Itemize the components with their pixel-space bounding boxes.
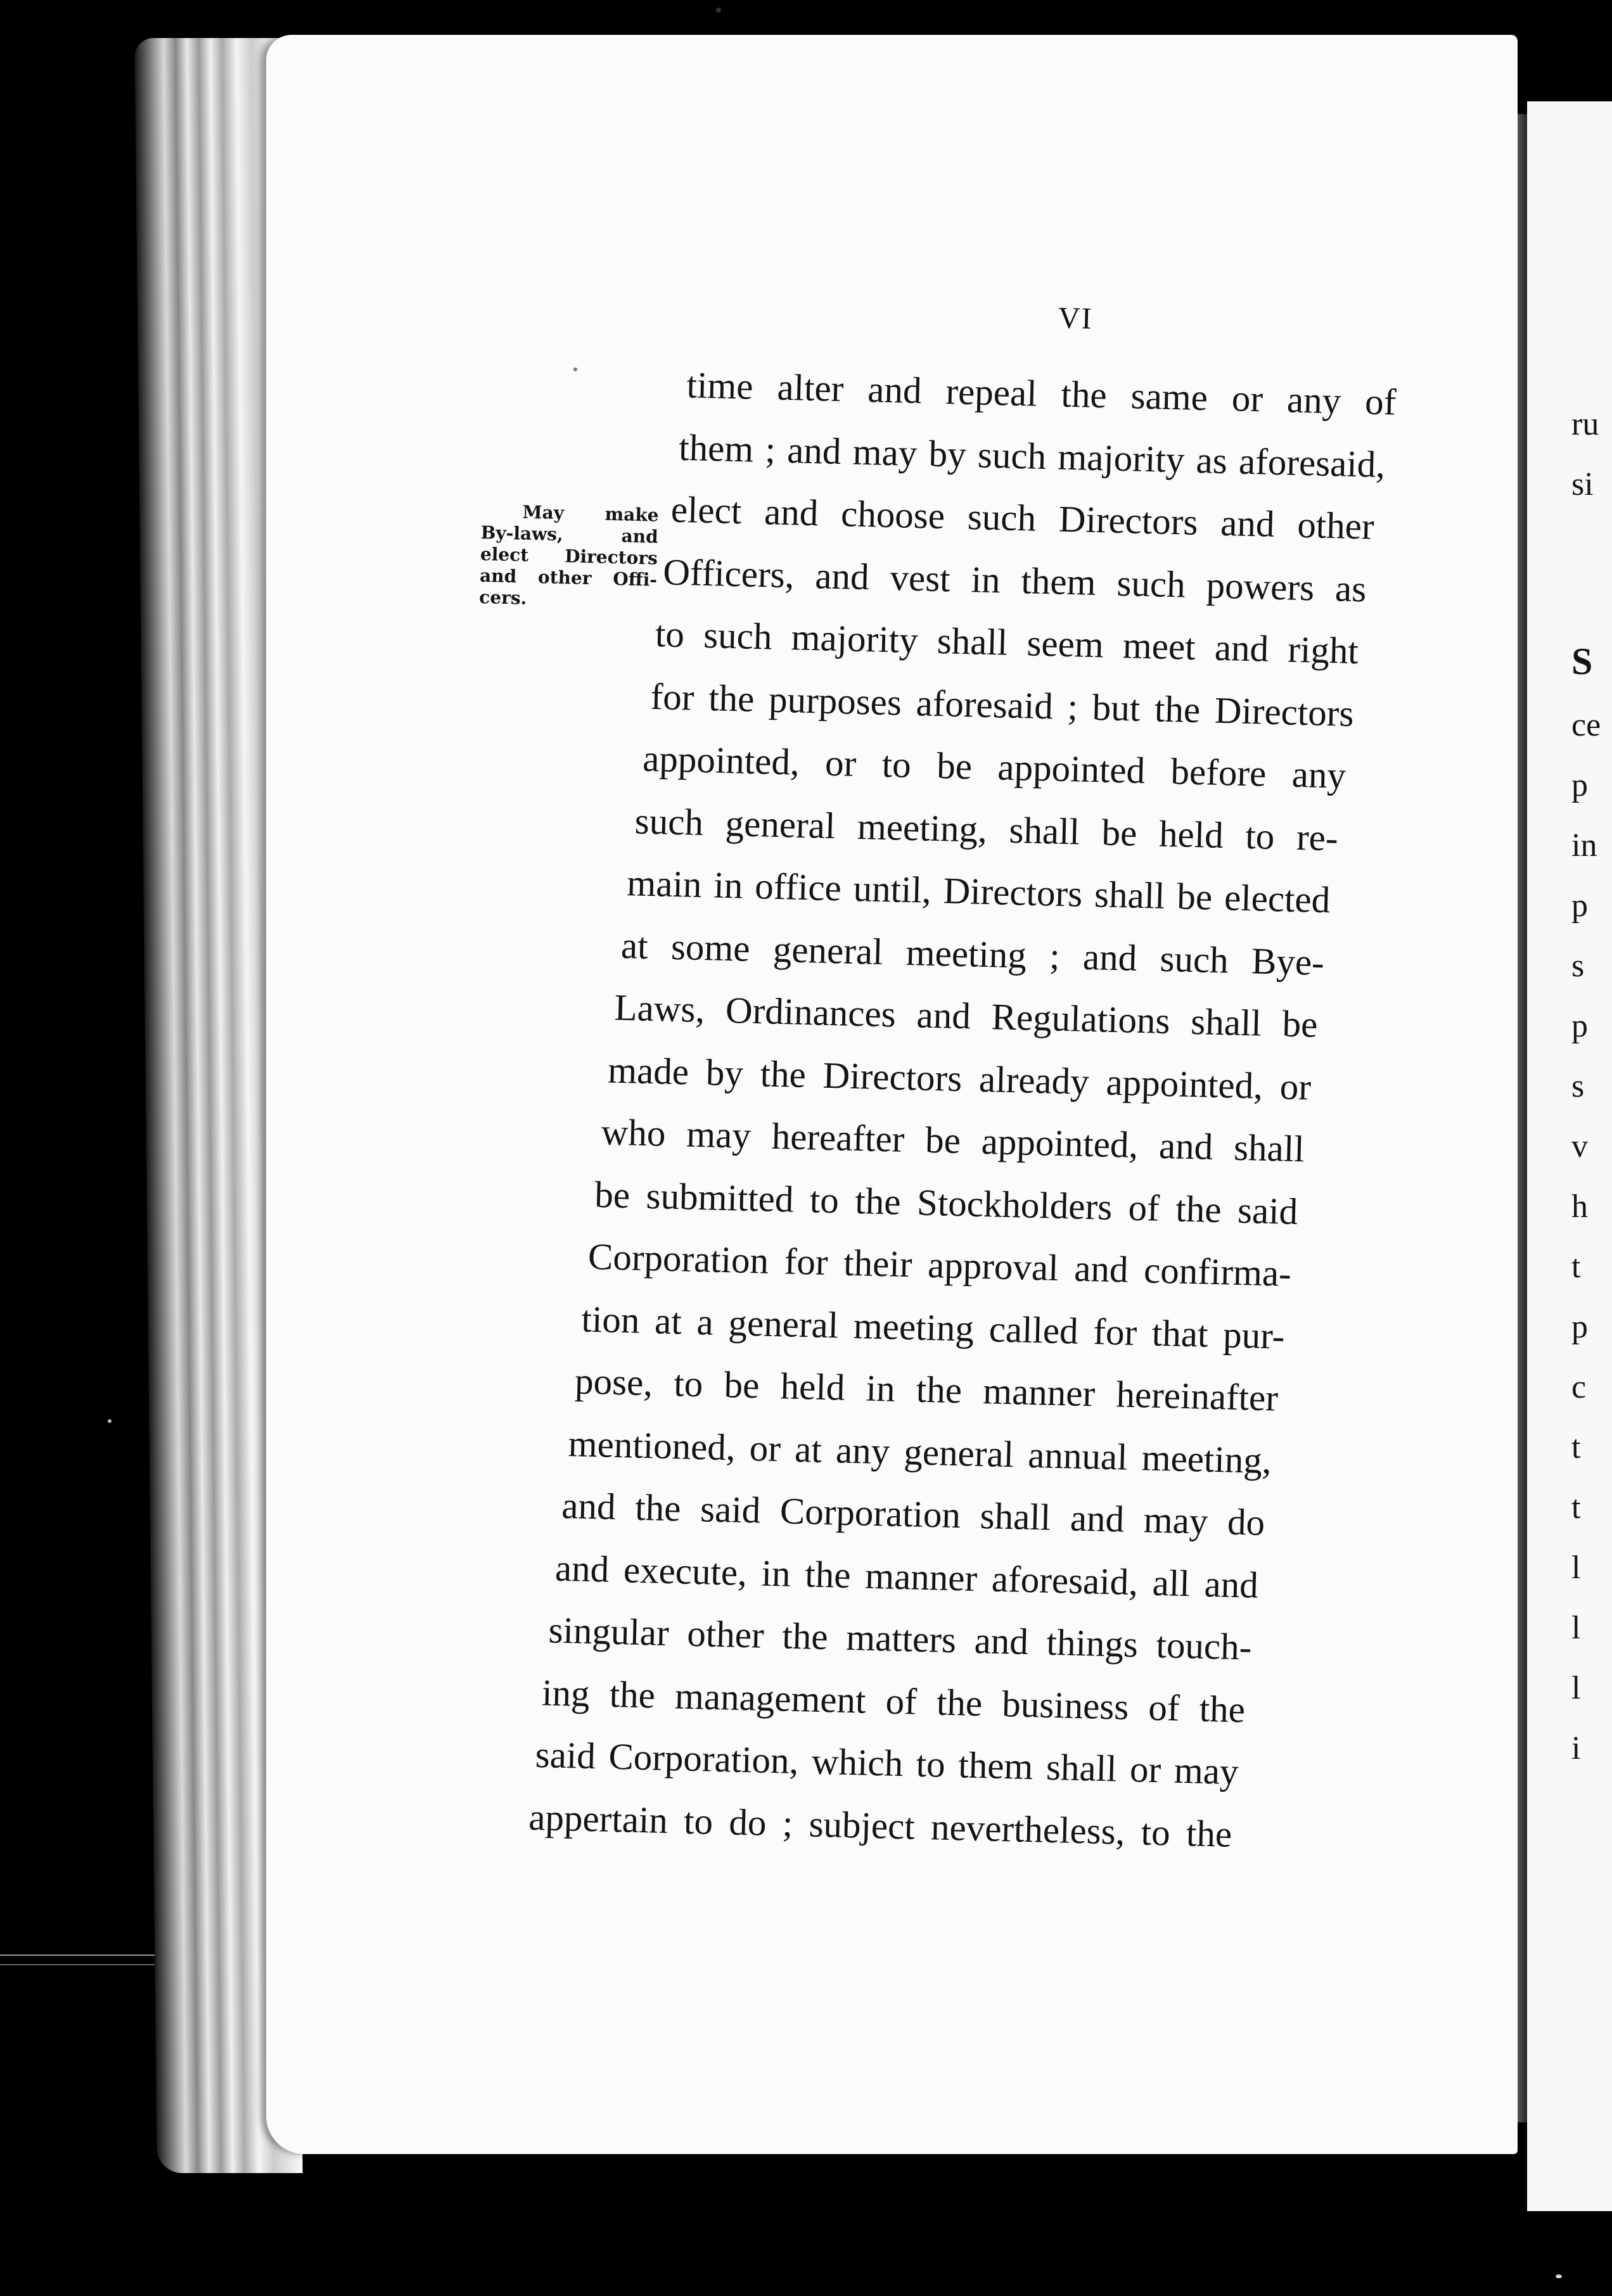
text-line: appertain to do ; subject nevertheless, to the [528,1795,1232,1855]
text-line: tion at a general meeting called for that pur- [580,1298,1286,1357]
facing-fragment: p [1571,1008,1588,1044]
text-line: to such majority shall seem meet and right [655,613,1359,672]
facing-fragment: l [1571,1610,1581,1646]
margin-note-line: cers. [478,586,527,609]
margin-note-line: and other Offi- [479,564,658,590]
facing-fragment: p [1571,767,1588,803]
facing-fragment: in [1571,827,1597,864]
facing-fragment: t [1571,1429,1581,1465]
text-line: who may hereafter be appointed, and shall [601,1111,1305,1170]
text-line: and the said Corporation shall and may do [561,1484,1265,1543]
text-line: ing the management of the business of the [541,1671,1246,1730]
text-line: mentioned, or at any general annual meeting, [568,1422,1272,1481]
margin-note-line: elect Directors [480,543,658,569]
ink-speck [716,8,721,13]
facing-fragment: ru [1571,406,1599,442]
facing-fragment: h [1571,1189,1588,1225]
facing-page [1527,101,1612,2211]
text-line: said Corporation, which to them shall or may [535,1733,1239,1793]
facing-fragment: c [1571,1369,1587,1405]
facing-fragment: v [1571,1128,1588,1164]
text-line: such general meeting, shall be held to re- [634,799,1339,858]
facing-fragment: ce [1571,707,1601,743]
text-line: time alter and repeal the same or any of [686,364,1397,423]
text-line: made by the Directors already appointed, or [607,1048,1312,1108]
text-line: singular other the matters and things touch- [547,1609,1253,1668]
margin-note-line: May make [522,501,659,526]
facing-fragment: si [1571,466,1594,502]
text-line: Laws, Ordinances and Regulations shall be [613,986,1319,1045]
facing-fragment: l [1571,1550,1581,1586]
facing-fragment: i [1571,1730,1581,1766]
text-line: be submitted to the Stockholders of the said [594,1173,1298,1232]
ink-speck [1556,2274,1562,2278]
page-number: VI [1058,301,1094,336]
facing-fragment: s [1571,1068,1585,1104]
text-line: Officers, and vest in them such powers as [662,550,1367,609]
text-line: them ; and may by such majority as aforesaid, [678,426,1386,485]
text-line: elect and choose such Directors and other [670,488,1375,547]
facing-fragment: t [1571,1489,1581,1526]
body-text [528,352,1447,1870]
text-line: pose, to be held in the manner hereinafter [574,1360,1279,1419]
text-line: appointed, or to be appointed before any [642,737,1347,796]
text-line: main in office until, Directors shall be elected [626,862,1331,921]
text-line: and execute, in the manner aforesaid, all and [554,1547,1259,1606]
text-line: for the purposes aforesaid ; but the Directors [649,675,1355,734]
text-line: at some general meeting ; and such Bye- [620,924,1325,983]
facing-fragment: s [1571,948,1585,984]
facing-fragment: p [1571,888,1588,924]
text-line: Corporation for their approval and confirma- [587,1235,1292,1294]
facing-fragment: l [1571,1670,1581,1706]
facing-fragment: p [1571,1309,1588,1345]
margin-note-line: By-laws, and [480,521,659,547]
ink-speck [108,1419,112,1423]
facing-fragment: t [1571,1249,1581,1285]
ink-speck [573,367,577,371]
facing-fragment: S [1571,641,1593,682]
